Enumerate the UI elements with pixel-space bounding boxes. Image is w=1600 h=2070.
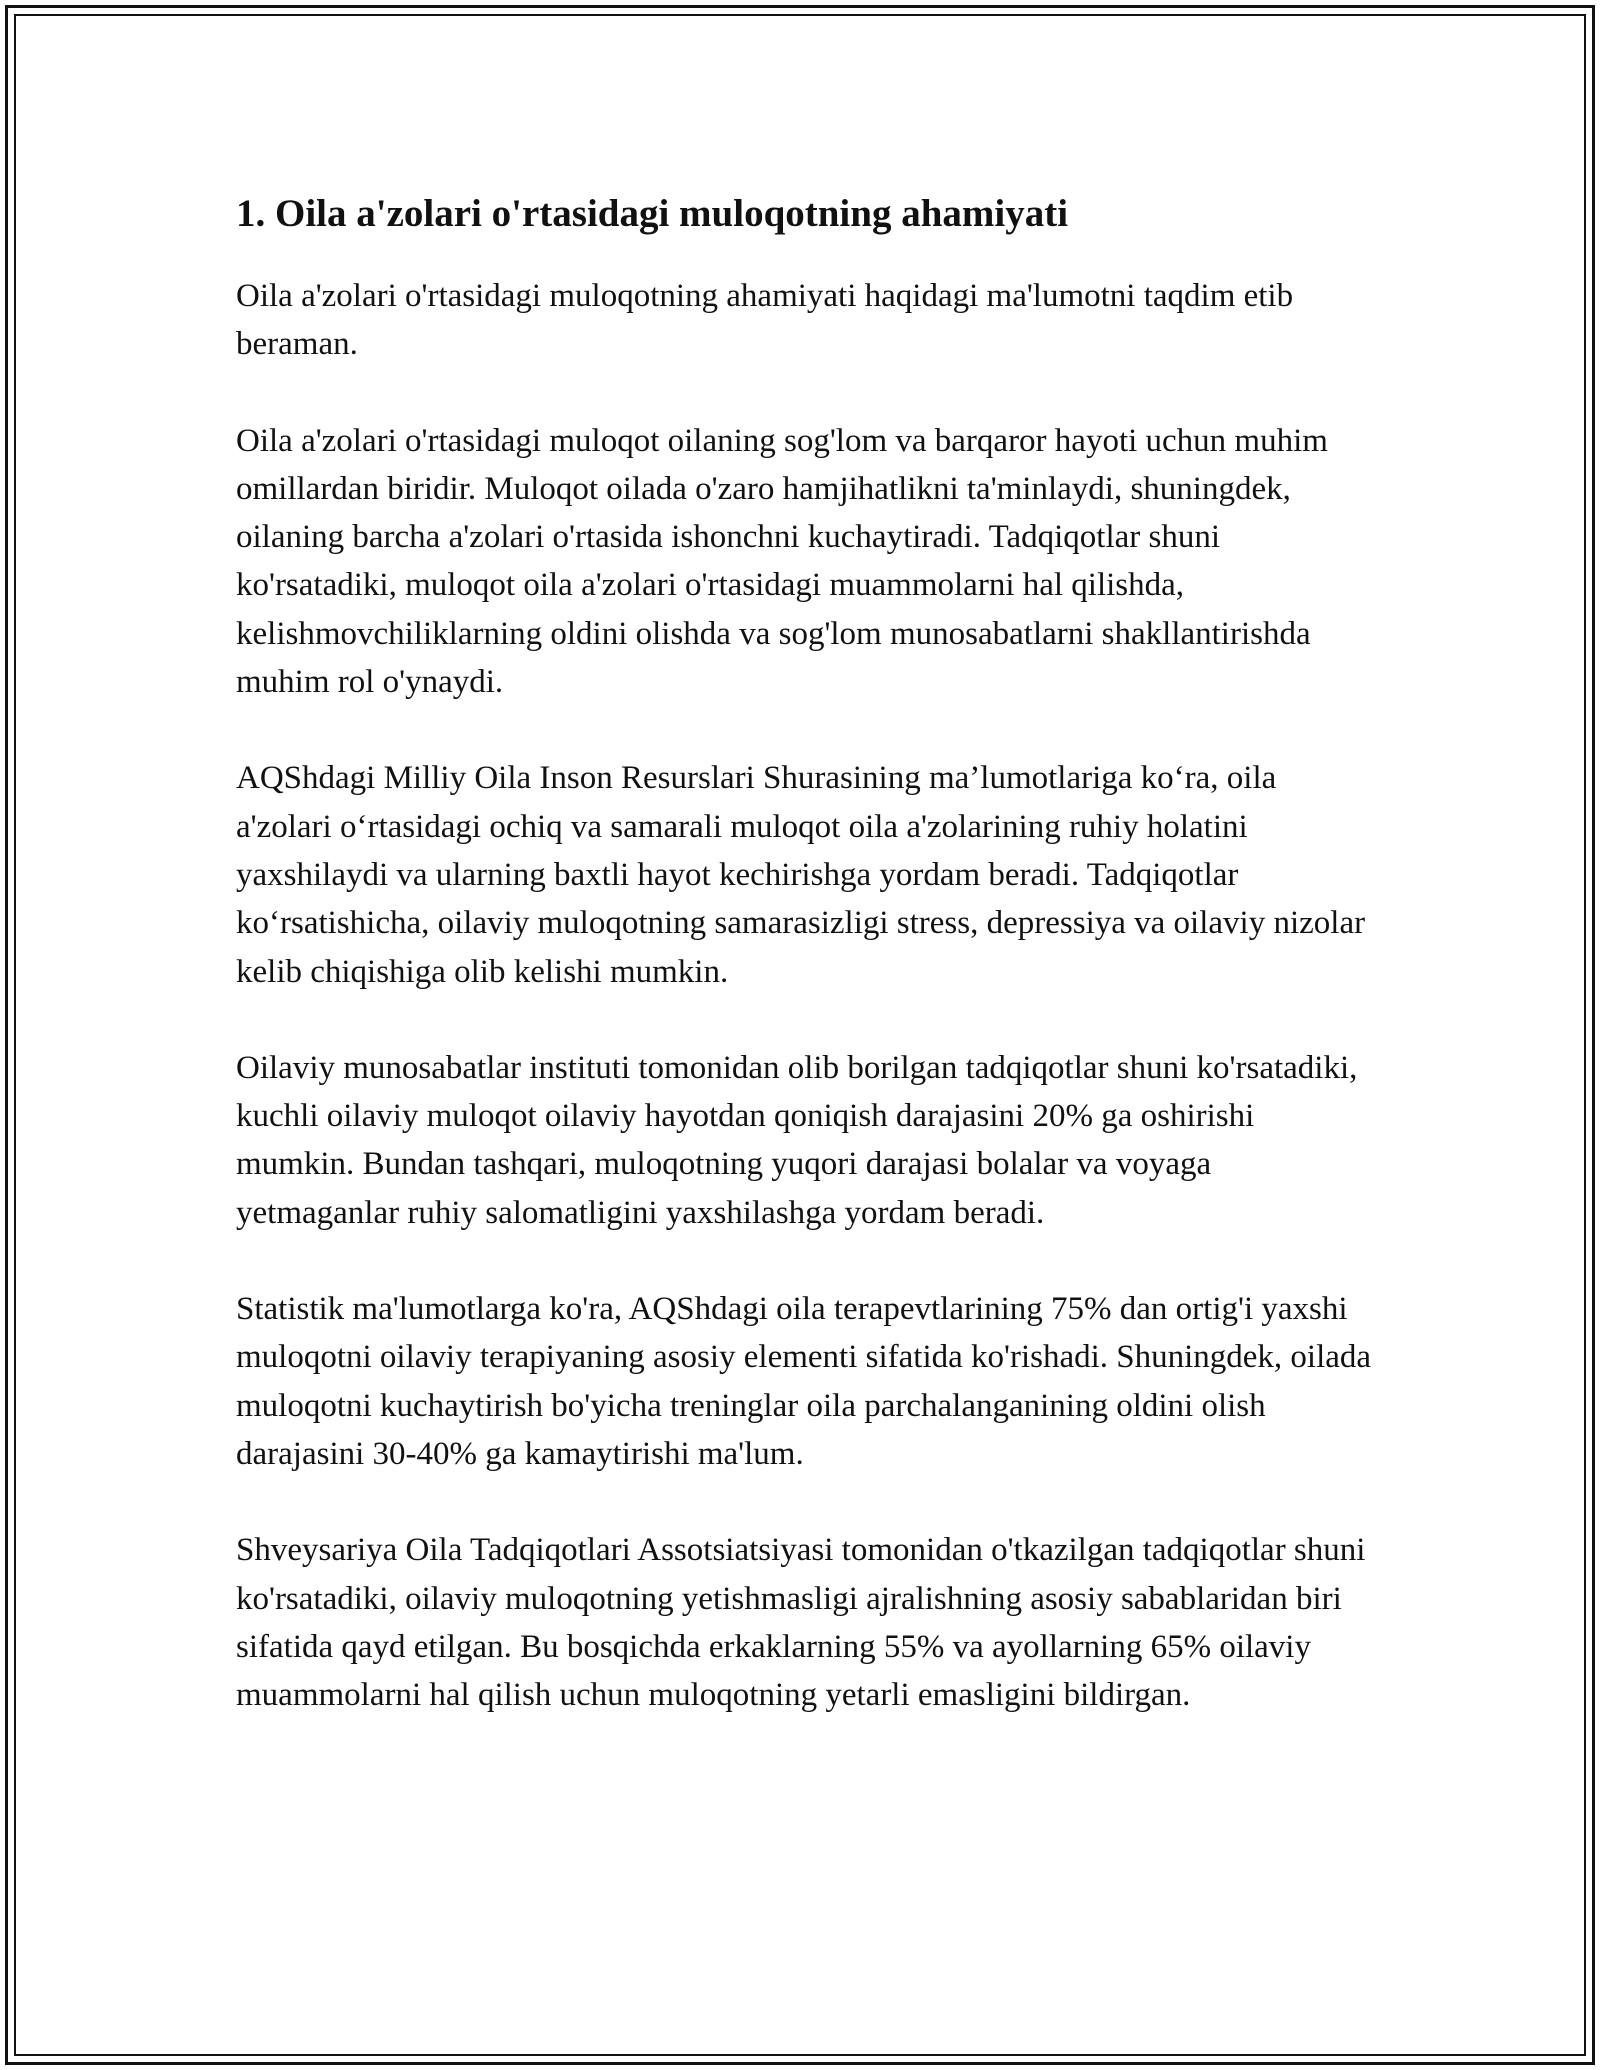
paragraph-switzerland: Shveysariya Oila Tadqiqotlari Assotsiatsiyasi tomonidan o'tkazilgan tadqiqotlar shuni ko'rsatadiki, oilaviy muloqotning yetishmasligi ajralishning asosiy sabablaridan biri sifatida qayd etilgan. Bu bosqichda erkaklarning 55% va ayollarning 65% oilaviy muammolarni hal qilish uchun muloqotning yetarli emasligini bildirgan. — [236, 1532, 1366, 1714]
paragraph-intro: Oila a'zolari o'rtasidagi muloqotning ahamiyati haqidagi ma'lumotni taqdim etib beraman. — [236, 278, 1294, 363]
paragraph-usa-council: AQShdagi Milliy Oila Inson Resurslari Shurasining ma’lumotlariga ko‘ra, oila a'zolari o‘rtasidagi ochiq va samarali muloqot oila a'zolarining ruhiy holatini yaxshilaydi va ularning baxtli hayot kechirishga yordam beradi. Tadqiqotlar ko‘rsatishicha, oilaviy muloqotning samarasizligi stress, depressiya va oilaviy nizolar kelib chiqishiga olib kelishi mumkin. — [236, 760, 1366, 990]
paragraph-statistics: Statistik ma'lumotlarga ko'ra, AQShdagi oila terapevtlarining 75% dan ortig'i yaxshi muloqotni oilaviy terapiyaning asosiy elementi sifatida ko'rishadi. Shuningdek, oilada muloqotni kuchaytirish bo'yicha treninglar oila parchalanganining oldini olish darajasini 30-40% ga kamaytirishi ma'lum. — [236, 1291, 1372, 1472]
paragraph-importance: Oila a'zolari o'rtasidagi muloqot oilaning sog'lom va barqaror hayoti uchun muhim omillardan biridir. Muloqot oilada o'zaro hamjihatlikni ta'minlaydi, shuningdek, oilaning barcha a'zolari o'rtasida ishonchni kuchaytiradi. Tadqiqotlar shuni ko'rsatadiki, muloqot oila a'zolari o'rtasidagi muammolarni hal qilishda, kelishmovchiliklarning oldini olishda va sog'lom munosabatlarni shakllantirishda muhim rol o'ynaydi. — [236, 422, 1328, 701]
document-body — [236, 188, 1376, 1767]
section-heading: 1. Oila a'zolari o'rtasidagi muloqotning ahamiyati — [236, 192, 1069, 235]
paragraph-institute-research: Oilaviy munosabatlar instituti tomonidan olib borilgan tadqiqotlar shuni ko'rsatadiki, kuchli oilaviy muloqot oilaviy hayotdan qoniqish darajasini 20% ga oshirishi mumkin. Bundan tashqari, muloqotning yuqori darajasi bolalar va voyaga yetmaganlar ruhiy salomatligini yaxshilashga yordam beradi. — [236, 1049, 1358, 1231]
